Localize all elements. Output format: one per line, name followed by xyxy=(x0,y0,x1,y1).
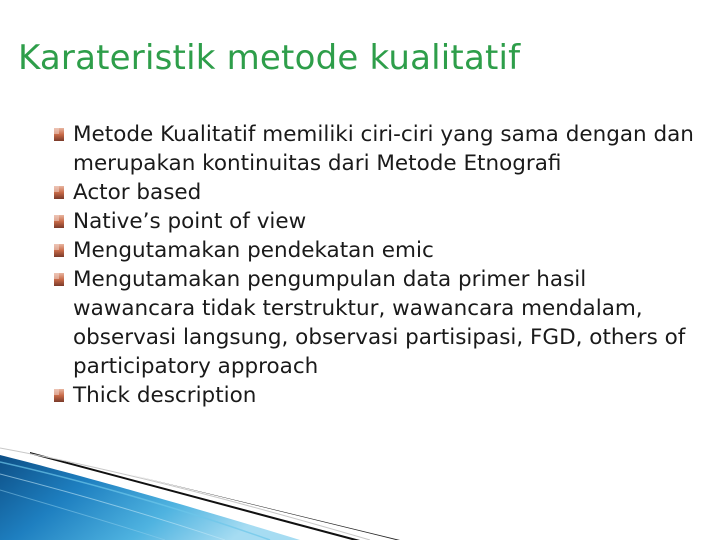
bullet-text: Thick description xyxy=(73,383,257,408)
bullet-text: Actor based xyxy=(73,180,202,205)
bullet-square-icon xyxy=(54,215,64,228)
bullet-text: Metode Kualitatif memiliki ciri-ciri yang sama dengan dan merupakan kontinuitas dari Metode Etnografi xyxy=(73,122,694,176)
bullet-list xyxy=(52,120,702,410)
bullet-square-icon xyxy=(54,186,64,199)
bullet-text: Mengutamakan pengumpulan data primer hasil wawancara tidak terstruktur, wawancara mendalam, observasi langsung, observasi partisipasi, FGD, others of participatory approach xyxy=(73,267,686,379)
bullet-square-icon xyxy=(54,128,64,141)
slide-title: Karateristik metode kualitatif xyxy=(18,38,521,78)
bullet-item xyxy=(52,381,702,410)
bullet-square-icon xyxy=(54,389,64,402)
bullet-square-icon xyxy=(54,244,64,257)
bullet-item xyxy=(52,236,702,265)
bullet-text: Native’s point of view xyxy=(73,209,307,234)
bullet-text: Mengutamakan pendekatan emic xyxy=(73,238,434,263)
bullet-item xyxy=(52,265,702,381)
bullet-square-icon xyxy=(54,273,64,286)
bullet-item xyxy=(52,207,702,236)
bullet-item xyxy=(52,178,702,207)
bullet-item xyxy=(52,120,702,178)
